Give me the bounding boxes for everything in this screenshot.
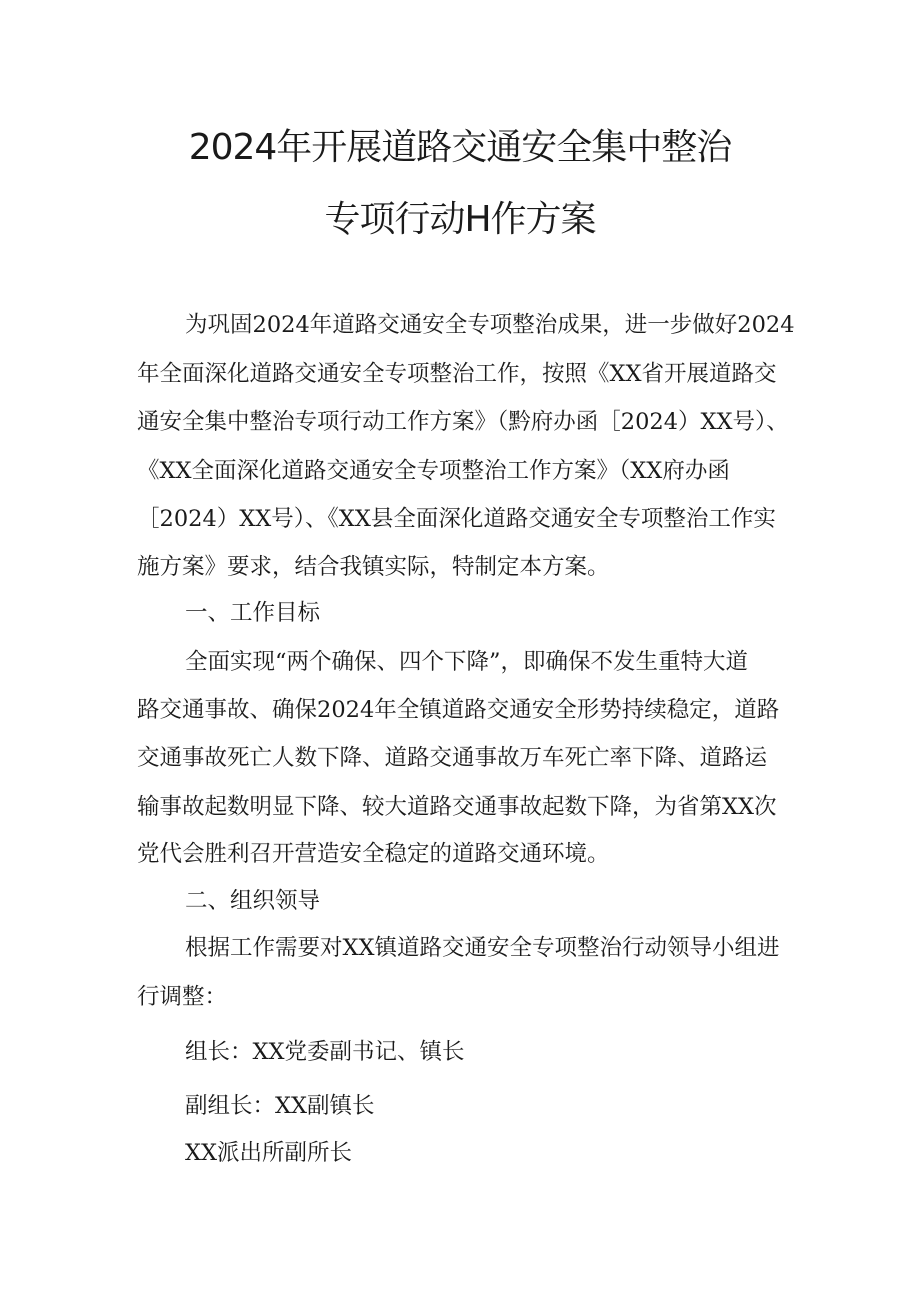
goals-paragraph-line-4: 输事故起数明显下降、较大道路交通事故起数下降，为省第XX次: [137, 794, 777, 820]
intro-paragraph-line-6: 施方案》要求，结合我镇实际，特制定本方案。: [137, 554, 610, 580]
intro-paragraph-line-5: ［2024）XX号）、《XX县全面深化道路交通安全专项整治工作实: [137, 506, 776, 532]
intro-paragraph-line-1: 为巩固2024年道路交通安全专项整治成果，进一步做好2024: [185, 312, 795, 338]
goals-paragraph-line-3: 交通事故死亡人数下降、道路交通事故万车死亡率下降、道路运: [137, 745, 768, 771]
goals-paragraph-line-2: 路交通事故、确保2024年全镇道路交通安全形势持续稳定，道路: [137, 697, 780, 723]
document-title-line-2: 专项行动H作方案: [324, 199, 596, 240]
section-heading-leadership: 二、组织领导: [185, 888, 321, 914]
intro-paragraph-line-2: 年全面深化道路交通安全专项整治工作，按照《XX省开展道路交: [137, 361, 777, 387]
section-heading-goals: 一、工作目标: [185, 600, 321, 626]
leadership-paragraph-line-1: 根据工作需要对XX镇道路交通安全专项整治行动领导小组进: [185, 935, 780, 961]
goals-paragraph-line-5: 党代会胜利召开营造安全稳定的道路交通环境。: [137, 841, 610, 867]
intro-paragraph-line-4: 《XX全面深化道路交通安全专项整治工作方案》（XX府办函: [137, 458, 730, 484]
leader-entry: 组长：XX党委副书记、镇长: [185, 1039, 465, 1065]
leadership-paragraph-line-2: 行调整：: [137, 984, 228, 1010]
intro-paragraph-line-3: 通安全集中整治专项行动工作方案》（黔府办函［2024）XX号）、: [137, 409, 789, 435]
goals-paragraph-line-1: 全面实现“两个确保、四个下降”，即确保不发生重特大道: [185, 649, 749, 675]
document-title-line-1: 2024年开展道路交通安全集中整治: [188, 127, 732, 168]
deputy-leader-entry-2: XX派出所副所长: [185, 1140, 353, 1166]
deputy-leader-entry: 副组长：XX副镇长: [185, 1093, 375, 1119]
